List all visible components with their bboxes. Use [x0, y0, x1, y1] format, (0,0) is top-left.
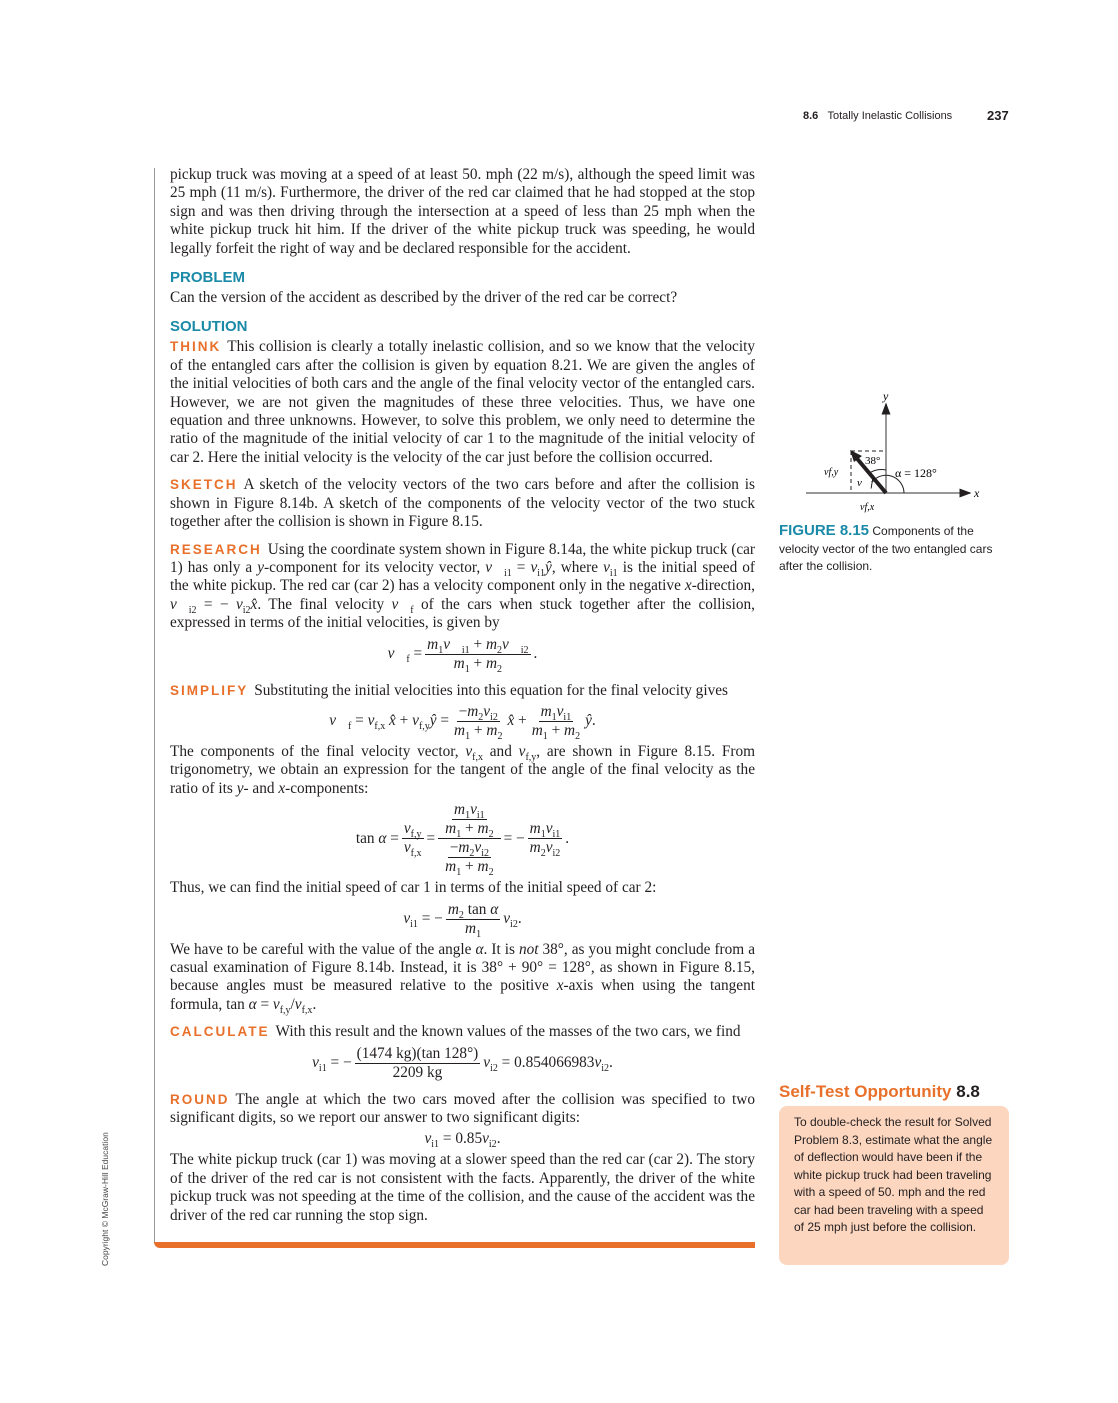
denominator: $m_1 + m_2$ — [531, 721, 581, 742]
math-symbol: v — [367, 712, 375, 730]
math-symbol: i1 — [318, 1063, 327, 1075]
denominator: 2209 kg — [392, 1063, 443, 1081]
solved-problem-rule — [154, 168, 155, 1243]
math-symbol: f,y — [525, 751, 537, 763]
alpha-label: α = 128° — [895, 466, 937, 480]
fraction — [443, 801, 495, 841]
math-symbol: 2 — [469, 848, 475, 860]
math-symbol: 1 — [456, 829, 462, 841]
denominator — [402, 839, 424, 860]
math-symbol: 1 — [540, 829, 546, 841]
math-symbol: y — [257, 558, 265, 576]
math-symbol: x̂ — [250, 595, 258, 613]
calculate-paragraph — [170, 1023, 755, 1041]
math-symbol: m — [445, 820, 457, 838]
math-symbol: 1 — [464, 663, 470, 675]
math-symbol: i2 — [520, 644, 529, 656]
math-symbol: 2 — [540, 848, 546, 860]
math-symbol: 1 — [438, 644, 444, 656]
numerator — [438, 801, 500, 839]
math-symbol: v⃗ — [502, 635, 521, 653]
page-number: 237 — [987, 108, 1009, 123]
simplify-paragraph — [170, 682, 755, 700]
eq-lhs: $v⃗_f$ = — [387, 645, 423, 666]
math-symbol: m — [447, 900, 459, 918]
self-test-text: To double-check the result for Solved Problem 8.3, estimate what the angle of deflection would have been if the white pickup truck had been traveling with a speed of 50. mph and the red car had been traveling with a speed of 25 mph just before the collision. — [794, 1115, 993, 1234]
math-symbol: f,x — [301, 1004, 313, 1016]
figure-label: FIGURE 8.15 — [779, 522, 870, 539]
sketch-label: SKETCH — [170, 477, 238, 493]
math-symbol: v — [483, 702, 491, 720]
math-symbol: v⃗ — [329, 712, 348, 730]
math-symbol: f,y — [279, 1004, 291, 1016]
simplify-label: SIMPLIFY — [170, 682, 249, 698]
research-label: RESEARCH — [170, 541, 262, 557]
math-symbol: v — [530, 558, 538, 576]
denominator: $m_1 + m_2$ — [445, 820, 494, 841]
numerator: (1474 kg)(tan 128°) — [356, 1044, 479, 1062]
math-symbol: 2 — [575, 730, 581, 742]
math-symbol: f,x — [410, 848, 422, 860]
conclusion-paragraph: The white pickup truck (car 1) was moving at a slower speed than the red car (car 2). The story of the driver of the red car is not consistent with the facts. Apparently, the driver of the white pickup truck was not speeding at the time of the collision, and the cause of the accident was the driver of the red car running the stop sign. — [170, 1151, 755, 1224]
eq-tail: $v_{i2}$. — [503, 910, 522, 931]
intro-paragraph: pickup truck was moving at a speed of at least 50. mph (22 m/s), although the speed limit was 25 mph (11 m/s). Furthermore, the driver of the red car claimed that he had stopped at the stop sign and was then driving through the intersection at a speed of less than 25 mph when the white pickup truck hit him. If the driver of the white pickup truck was speeding, he would legally forfeit the right of way and be declared responsible for the accident. — [170, 166, 755, 257]
numerator — [528, 820, 563, 839]
math-symbol: f,y — [418, 721, 430, 733]
math-symbol: v — [272, 995, 280, 1013]
math-symbol: m — [529, 820, 541, 838]
math-symbol: m — [467, 702, 479, 720]
fraction — [530, 703, 582, 740]
math-symbol: 2 — [497, 663, 503, 675]
math-symbol: 2 — [488, 829, 494, 841]
math-symbol: v — [545, 839, 553, 857]
equation-result — [170, 1130, 755, 1151]
think-paragraph — [170, 338, 755, 467]
math-symbol: i1 — [503, 567, 512, 579]
numerator: $m_1v⃗_{i1}$ + $m_2v⃗_{i2}$ — [427, 635, 529, 656]
calculate-text: With this result and the known values of the masses of the two cars, we find — [275, 1023, 741, 1041]
denominator: $m_1 + m_2$ — [445, 858, 494, 879]
eq-tail: . — [533, 645, 538, 663]
math-symbol: f,x — [472, 751, 483, 763]
math-symbol: m — [458, 839, 470, 857]
eq-lhs: $v_{i1}$ = − — [312, 1054, 352, 1075]
equation-vi1 — [170, 901, 755, 938]
equation-tangent — [170, 801, 755, 879]
math-symbol: ŷ — [585, 712, 592, 730]
math-symbol: i2 — [510, 919, 518, 931]
math-symbol: x̂ — [385, 712, 396, 730]
math-symbol: x — [556, 977, 564, 995]
section-number: 8.6 — [803, 110, 819, 122]
math-symbol: m — [486, 721, 498, 739]
math-symbol: m — [531, 721, 543, 739]
vf-label: v⃗f — [857, 477, 874, 489]
math-symbol: v — [474, 839, 482, 857]
math-symbol: i2 — [481, 848, 489, 860]
math-symbol: v — [403, 839, 411, 857]
math-symbol: i1 — [609, 567, 618, 579]
numerator: $-m_2v_{i2}$ — [458, 702, 498, 723]
research-paragraph — [170, 541, 755, 633]
math-symbol: i2 — [488, 1139, 497, 1151]
math-symbol: v — [594, 1054, 602, 1072]
math-symbol: v — [294, 995, 302, 1013]
math-symbol: f — [347, 721, 352, 733]
think-label: THINK — [170, 339, 222, 355]
eq-tail: $v_{i2} = 0.854066983v_{i2}$. — [483, 1054, 613, 1075]
math-symbol: v — [482, 1130, 489, 1148]
solution-heading: SOLUTION — [170, 318, 248, 336]
math-symbol: 1 — [456, 867, 462, 879]
math-symbol: v⃗ — [391, 595, 411, 613]
fraction — [528, 820, 563, 860]
denominator — [463, 920, 483, 938]
simplify-text: Substituting the initial velocities into this equation for the final velocity gives — [254, 681, 728, 699]
math-symbol: v⃗ — [485, 558, 504, 576]
math-symbol: i2 — [490, 711, 498, 723]
math-symbol: v — [470, 801, 477, 819]
fraction — [425, 636, 530, 673]
calculate-label: CALCULATE — [170, 1024, 270, 1040]
math-symbol: v⃗ — [170, 595, 189, 613]
math-symbol: f — [410, 604, 414, 616]
eq-mid: x̂ + — [507, 712, 527, 730]
running-header — [803, 110, 952, 122]
math-symbol: v⃗ — [443, 635, 462, 653]
sketch-text: A sketch of the velocity vectors of the two cars before and after the collision is shown in Figure 8.14b. A sketch of the components of the velocity vector of the two stuck together after the collision is shown in Figure 8.15. — [170, 476, 755, 531]
copyright-notice: Copyright © McGraw-Hill Education — [100, 1132, 110, 1266]
y-axis-label: y — [883, 389, 889, 403]
numerator — [402, 820, 424, 839]
equation-final-velocity — [170, 636, 755, 673]
math-symbol: f,y — [410, 829, 422, 841]
eq-lhs: $v_{i1}$ = − — [403, 910, 443, 931]
numerator: $-m_2v_{i2}$ — [449, 839, 489, 860]
equals: = − — [503, 829, 525, 847]
math-symbol: m — [564, 721, 576, 739]
thus-paragraph: Thus, we can find the initial speed of car 1 in terms of the initial speed of car 2: — [170, 879, 657, 897]
math-symbol: v — [603, 558, 610, 576]
components-paragraph: The components of the final velocity vector, $v_{f,x}$ and $v_{f,y}$, are shown in Figure 8.15. From trigonometry, we obtain an expression for the tangent of the angle of the final velocity as the ratio of its y- and x-components: — [170, 742, 755, 797]
eq-lhs: tan α = — [355, 829, 399, 847]
self-test-title: Self-Test Opportunity — [779, 1082, 952, 1101]
self-test-heading — [779, 1082, 980, 1102]
equals: = — [426, 829, 436, 847]
math-symbol: ŷ — [545, 558, 552, 576]
solved-problem-column — [170, 166, 755, 1225]
math-symbol: v — [465, 742, 473, 760]
math-symbol: ŷ — [429, 712, 437, 730]
math-symbol: α — [490, 900, 499, 918]
fraction — [402, 820, 424, 860]
math-symbol: y — [236, 779, 244, 797]
figure-8-15-diagram — [780, 380, 1000, 520]
math-symbol: v — [412, 712, 419, 730]
math-symbol: m — [454, 801, 466, 819]
problem-heading: PROBLEM — [170, 269, 245, 287]
vfy-label: vf,y — [824, 467, 839, 478]
angle-38-label: 38° — [865, 455, 881, 467]
math-symbol: i2 — [601, 1063, 610, 1075]
math-symbol: i1 — [431, 1139, 440, 1151]
math-symbol: v — [424, 1130, 432, 1148]
denominator: $m_1 + m_2$ — [454, 721, 503, 742]
math-symbol: i2 — [242, 604, 251, 616]
math-symbol: m — [454, 721, 466, 739]
math-symbol: 2 — [458, 909, 464, 921]
eq-lhs: $v⃗_f = v_{f,x}$ x̂ + $v_{f,y}ŷ$ = — [329, 712, 450, 733]
fraction — [452, 703, 504, 740]
sketch-paragraph — [170, 476, 755, 531]
math-symbol: m — [477, 820, 489, 838]
math-symbol: α — [378, 829, 387, 847]
eq-tail: ŷ. — [585, 712, 596, 730]
math-symbol: v — [483, 1054, 491, 1072]
round-label: ROUND — [170, 1091, 230, 1107]
math-symbol: m — [540, 702, 552, 720]
numerator — [539, 703, 574, 722]
math-symbol: 2 — [497, 730, 503, 742]
math-symbol: v — [545, 820, 553, 838]
math-symbol: 1 — [551, 711, 557, 723]
math-symbol: i1 — [537, 567, 546, 579]
math-symbol: i2 — [552, 848, 561, 860]
fraction — [355, 1045, 481, 1082]
math-symbol: 2 — [497, 644, 503, 656]
x-axis-label: x — [974, 486, 980, 500]
round-text: The angle at which the two cars moved after the collision was specified to two significant digits, so we report our answer to two significant digits: — [170, 1090, 755, 1126]
math-symbol: 1 — [465, 810, 471, 822]
math-symbol: i1 — [476, 810, 485, 822]
math-symbol: m — [453, 654, 465, 672]
research-text: Using the coordinate system shown in Figure 8.14a, the white pickup truck (car 1) has only a y-component for its velocity vector, $v⃗_{i1}$ = $v_{i1}ŷ$, where $v_{i1}$ is the initial speed of the white pickup. The red car (car 2) has a velocity component only in the negative x-direction, $v⃗_{i2}$ = − $v_{i2}x̂$. The final velocity $v⃗_f$ of the cars when stuck together after the collision, expressed in terms of the initial velocities, is given by — [170, 540, 756, 632]
vfx-label: vf,x — [860, 502, 875, 513]
eq-body: $v_{i1} = 0.85v_{i2}$. — [424, 1130, 501, 1151]
math-symbol: i1 — [552, 829, 561, 841]
numerator: $m_2$ tan α — [447, 900, 499, 921]
equation-components — [170, 703, 755, 740]
math-symbol: i2 — [188, 604, 197, 616]
math-symbol: v⃗ — [387, 645, 407, 663]
math-symbol: 1 — [542, 730, 548, 742]
self-test-box — [779, 1106, 1009, 1265]
figure-caption — [779, 522, 999, 576]
math-symbol: 1 — [476, 928, 482, 940]
math-symbol: v — [556, 702, 564, 720]
section-title: Totally Inelastic Collisions — [827, 110, 953, 122]
denominator: $m_1 + m_2$ — [453, 654, 503, 675]
math-symbol: not — [518, 940, 539, 958]
math-symbol: m — [485, 654, 498, 672]
problem-text: Can the version of the accident as described by the driver of the red car be correct? — [170, 289, 678, 307]
math-symbol: α — [475, 940, 484, 958]
think-text: This collision is clearly a totally inelastic collision, and so we know that the velocity of the entangled cars after the collision is given by equation 8.21. We are given the angles of the initial velocities of both cars and the angle of the final velocity vector of the entangled cars. However, we are not given the magnitudes of these three velocities. Thus, we have one equation and three unknowns. However, to solve this problem, we only need to determine the ratio of the magnitude of the initial velocity of car 1 to the magnitude of the initial velocity of car 2. Here the initial velocity is the velocity of the car just before the collision occurred. — [170, 338, 755, 466]
fraction — [443, 839, 495, 879]
math-symbol: 2 — [478, 711, 484, 723]
math-symbol: m — [485, 635, 498, 653]
math-symbol: α — [248, 995, 257, 1013]
denominator — [528, 839, 563, 860]
math-symbol: v — [235, 595, 243, 613]
math-symbol: i1 — [410, 919, 418, 931]
figure-caption-text: Components of the velocity vector of the two entangled cars after the collision. — [779, 524, 993, 573]
math-symbol: x̂ — [507, 712, 515, 730]
math-symbol: v — [518, 742, 526, 760]
eq-tail: . — [565, 829, 570, 847]
math-symbol: x — [684, 577, 692, 595]
careful-paragraph: We have to be careful with the value of the angle α. It is not 38°, as you might conclude from a casual examination of Figure 8.14b. Instead, it is 38° + 90° = 128°, as shown in Figure 8.15, because angles must be measured relative to the positive x-axis when using the tangent formula, $\tan \alpha = v_{f,y}/v_{f,x}$. — [170, 940, 755, 1016]
math-symbol: v — [312, 1054, 319, 1072]
math-symbol: m — [427, 635, 439, 653]
numerator — [452, 801, 487, 820]
round-paragraph — [170, 1091, 755, 1128]
math-symbol: m — [445, 858, 457, 876]
self-test-number: 8.8 — [956, 1082, 980, 1101]
math-symbol: m — [465, 919, 477, 937]
denominator — [438, 839, 500, 879]
math-symbol: x — [278, 779, 286, 797]
math-symbol: i1 — [461, 644, 470, 656]
math-symbol: m — [529, 839, 541, 857]
math-symbol: 1 — [465, 730, 471, 742]
equation-numeric — [170, 1045, 755, 1082]
math-symbol: v — [403, 820, 411, 838]
math-symbol: 2 — [488, 867, 494, 879]
math-symbol: v — [503, 910, 511, 928]
math-symbol: i2 — [490, 1063, 498, 1075]
fraction — [446, 901, 500, 938]
math-symbol: f — [406, 654, 410, 666]
math-symbol: v — [403, 910, 411, 928]
compound-fraction — [438, 801, 500, 879]
math-symbol: i1 — [563, 711, 572, 723]
math-symbol: f,x — [374, 721, 386, 733]
math-symbol: m — [477, 858, 489, 876]
solved-problem-bottom-bar — [154, 1242, 755, 1248]
